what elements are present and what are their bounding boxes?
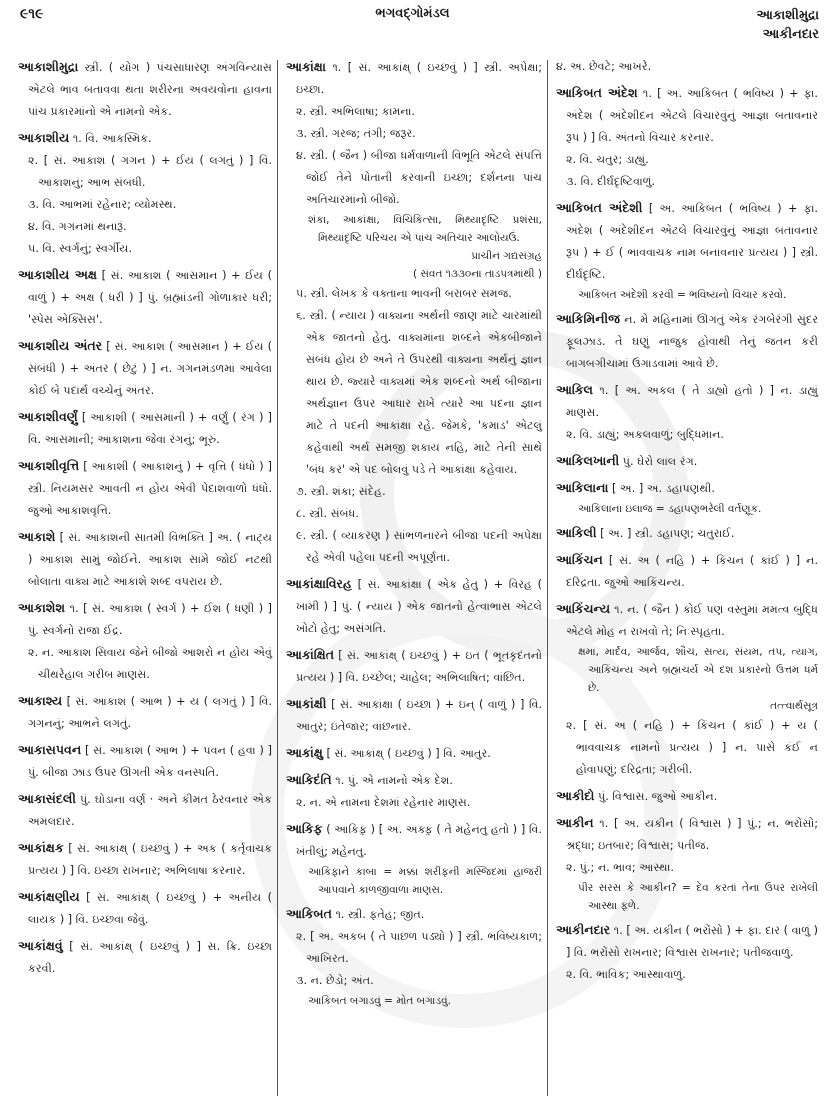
headword: આકાંક્ષક	[18, 840, 64, 855]
citation-quote: આકિબત અંદેશી કરવી = ભવિષ્યનો વિચાર કરવો.	[578, 289, 787, 301]
headword: આકીનદાર	[556, 922, 611, 937]
headword: આકિબત	[286, 906, 332, 921]
dictionary-entry	[556, 82, 818, 193]
book-title: ભગવદ્ગોમંડલ	[375, 6, 450, 21]
headword: આકિબત અંદેશ	[556, 85, 638, 100]
dictionary-entry	[556, 522, 818, 545]
definition-text: પું. ઘોડાના વર્ણ · અને કીમત ઠેરવનાર એક અમલદાર.	[28, 793, 273, 828]
dictionary-entry	[18, 690, 272, 735]
definition-text: [ આકાશી ( આકાશનું ) + વૃત્તિ ( ધંધો ) ] સ્ત્રી. નિયમસર આવતી ન હોય એવી પેદાશવાળો ધંધો. જુઓ આકાશવૃત્તિ.	[28, 460, 272, 517]
sense-text: ૨. વિ. ભાવિક; આસ્થાવાળું.	[566, 968, 686, 981]
definition-text: [ સં. અ ( નહિ ) + કિંચન ( કાંઈ ) ] ન. દરિદ્રતા. જુઓ આકિંચન્ય.	[566, 554, 818, 589]
definition-text: [ અ. ] સ્ત્રી. ડહાપણ; ચતુરાઈ.	[600, 527, 735, 540]
sense-text: ૨. ન. એ નામના દેશમાં રહેનાર માણસ.	[296, 796, 471, 809]
definition-text: [ અ. આકિબત ( ભવિષ્ય ) + ફા. અંદેશ ( અંદેશીદન એટલે વિચારવુંનું આજ્ઞા બતાવનાર રૂપ ) + ઈ ( ભાવવાચક નામ બનાવનાર પ્રત્યય ) ] સ્ત્રી. દીર્ઘદૃષ્ટિ.	[566, 202, 818, 281]
definition-text: ૧. [ અ. આકિબત ( ભવિષ્ય ) + ફા. અંદેશ ( અંદેશીદન એટલે વિચારવુંનું આજ્ઞા બતાવનાર રૂપ ) ] વિ. અંતનો વિચાર કરનાર.	[566, 87, 818, 144]
dictionary-entry	[286, 903, 542, 1010]
definition-text: ૧. [ સં. આકાશ ( સ્વર્ગ ) + ઈશ ( ધણી ) ] પું. સ્વર્ગનો રાજા ઈંદ્ર.	[28, 602, 272, 637]
definition-text: [ સં. આકાશ ( આભ ) + પવન ( હવા ) ] પું. બીજા ઝાડ ઉપર ઊગતી એક વનસ્પતિ.	[28, 744, 272, 779]
dictionary-entry	[556, 477, 818, 518]
dictionary-entry	[18, 264, 272, 331]
headword: આકિલખાની	[556, 453, 620, 468]
headword: આકિલ	[556, 382, 594, 397]
headword: આકાંક્ષાવિરહ	[286, 576, 352, 591]
definition-text: સ્ત્રી. ( યોગ ) પંચસાધારણ અંગવિન્યાસ એટલે ભાવ બતાવવા થતા શરીરના અવયવોના હાવના પાંચ પ્રકારમાંનો એ નામનો એક.	[28, 61, 272, 118]
sense-text: ૮. સ્ત્રી. સંબંધ.	[296, 507, 359, 520]
headword: આકિબત અંદેશી	[556, 200, 643, 215]
definition-text: [ સં. આકાંક્ષા ( ઇચ્છા ) + ઇન્ ( વાળું ) ] વિ. આતુર; ઇંતેજાર; વાંછનાર.	[296, 698, 542, 733]
headword: આકિંચન્ય	[556, 601, 611, 616]
headword: આકિમિનીજ	[556, 311, 620, 326]
dictionary-entry	[556, 450, 818, 473]
definition-text: [ સં. આકાશ ( આભ ) + ય ( લગતું ) ] વિ. ગગનનું; આભને લગતું.	[28, 695, 272, 730]
definition-text: પું. ઘેરો લાલ રંગ.	[622, 455, 698, 468]
sense-text: ૨. વિ. ચતુર; ડાહ્યું.	[566, 153, 649, 166]
citation-source: પ્રાચીન ગદ્યસંગ્રહ	[471, 250, 542, 262]
dictionary-entry	[286, 644, 542, 689]
page-number: ૯૧૯	[20, 6, 44, 22]
sense-text: ૪. વિ. ગગનમાં થનારૂં.	[28, 220, 127, 233]
headword: આકાશીવર્ણું	[18, 409, 78, 424]
headword: આકીદો	[556, 788, 595, 803]
headword: આકિંચન	[556, 552, 603, 567]
dictionary-entry	[556, 56, 818, 78]
dictionary-entry	[286, 818, 542, 899]
headword: આકિલી	[556, 525, 597, 540]
definition-text: [ સં. આકાંક્ષ્ ( ઇચ્છવું ) + ઇત ( ભૂતકૃદંતનો પ્રત્યય ) ] વિ. ઇચ્છેલ; ચાહેલ; અભિલાષિત; વાંછિત.	[296, 649, 542, 684]
dictionary-entry	[556, 598, 818, 781]
dictionary-entry	[18, 406, 272, 451]
dictionary-entry	[556, 919, 818, 986]
dictionary-entry	[18, 455, 272, 522]
sense-text: ૪. સ્ત્રી. ( જૈન ) બીજા ધર્મવાળાની વિભૂતિ એટલે સંપત્તિ જોઈ તેને પોતાની કરવાની ઇચ્છા; દર્શનના પાંચ અતિચારમાંનો બીજો.	[296, 149, 542, 206]
headword: આકીન	[556, 815, 594, 830]
column-2	[286, 56, 542, 1108]
definition-text: ૧. ન. ( જૈન ) કોઈ પણ વસ્તુમાં મમત્વ બુદ્ધિ એટલે મોહ ન રાખવો તે; નિઃસ્પૃહતા.	[566, 603, 818, 638]
sense-text: ૫. વિ. સ્વર્ગનું; સ્વર્ગીય.	[28, 242, 133, 255]
citation-source: તત્ત્વાર્થસૂત્ર	[770, 700, 818, 712]
dictionary-entry	[18, 886, 272, 931]
column-divider	[277, 60, 278, 1096]
definition-text: ૧. વિ. આકસ્મિક.	[72, 132, 152, 145]
dictionary-entry	[18, 56, 272, 123]
definition-text: ૪. અ. છેવટે; આખરે.	[556, 60, 652, 73]
definition-text: [ સં. આકાશ ( આસમાન ) + ઈય ( સંબંધી ) + અંતર ( છેટું ) ] ન. ગગનમંડળમાં આવેલા કોઈ બે પદાર્થ વચ્ચેનું અંતર.	[28, 340, 272, 397]
sense-text: ૨. ન. આકાશ સિવાય જેને બીજો આશરો ન હોય એવું ચીંથરેહાલ ગરીબ માણસ.	[28, 646, 272, 681]
dictionary-entry	[556, 308, 818, 375]
definition-text: ન. મે મહિનામાં ઊગતું એક રંગબેરંગી સુંદર ફૂલઝાડ. તે ઘણું નાજુક હોવાથી તેનું જતન કરી બાગબગીચામાં ઉગાડવામાં આવે છે.	[566, 313, 818, 370]
dictionary-entry	[18, 935, 272, 980]
headword: આકાશીમુદ્રા	[18, 59, 79, 74]
definition-text: ( આકિફ઼ ) [ અ. અક્ફ઼ ( તે મહેનતુ હતો ) ] વિ. ખંતીલું; મહેનતુ.	[296, 823, 542, 858]
definition-text: ૧. [ અ. યકીન ( ભરોંસો ) + ફા. દાર ( વાળું ) ] વિ. ભરોંસો રાખનાર; વિશ્વાસ રાખનાર; પતીજવાળું.	[566, 924, 818, 959]
definition-text: [ સં. આકાંક્ષ્ ( ઇચ્છવું ) + અનીય ( લાયક ) ] વિ. ઇચ્છવા જેવું.	[28, 891, 273, 926]
headword: આકિદંતિ	[286, 772, 332, 787]
sense-text: ૨. પું.; ન. ભાવ; આસ્થા.	[566, 861, 674, 874]
page-header	[0, 0, 825, 56]
dictionary-entry	[286, 693, 542, 738]
headword: આકાશીય અક્ષ	[18, 267, 97, 282]
definition-text: [ સં. આકાશની સાતમી વિભક્તિ ] અ. ( નાટ્ય ) આકાશ સામું જોઈને. આકાશ સામે જોઈ નટથી બોલાતા વાક્ય માટે આકાશે શબ્દ વપરાય છે.	[28, 531, 272, 588]
dictionary-entry	[556, 379, 818, 446]
dictionary-entry	[18, 127, 272, 260]
headword: આકાશીય અંતર	[18, 338, 103, 353]
sense-text: ૩. સ્ત્રી. ગરજ; તંગી; જરૂર.	[296, 127, 416, 140]
citation-quote: આકિલાના ઇલાજ = ડહાપણભરેલી વર્તણૂક.	[578, 503, 762, 515]
definition-text: [ સં. આકાંક્ષ્ ( ઇચ્છવું ) ] વિ. આતુર.	[326, 747, 491, 760]
definition-text: [ સં. આકાંક્ષા ( એક હેતુ ) + વિરહ ( ખામી ) ] પું. ( ન્યાય ) એક જાતનો હેત્વાભાસ એટલે ખોટો હેતુ; અસંગતિ.	[296, 578, 543, 635]
headword: આકાશે	[18, 529, 56, 544]
sense-text: ૩. વિ. દીર્ઘદૃષ્ટિવાળું.	[566, 175, 656, 188]
dictionary-entry	[18, 739, 272, 784]
column-3	[556, 56, 818, 1108]
column-1	[18, 56, 272, 1108]
dictionary-entry	[556, 197, 818, 304]
citation-quote: આકિફાને કાબા = મક્કા શરીફની મસ્જિદમાં હાજરી આપવાને કાળજીવાળા માણસ.	[308, 866, 542, 896]
citation-quote: આકિબત બગાડવું = મોત બગાડવું.	[308, 995, 451, 1007]
dictionary-entry	[18, 597, 272, 686]
dictionary-entry	[18, 335, 272, 402]
sense-text: ૬. સ્ત્રી. ( ન્યાય ) વાક્યના અર્થની જાણ માટે ચારમાંથી એક જાતનો હેતુ. વાક્યમાંના શબ્દને એકબીજાને સંબંધ હોય છે અને તે ઉપરથી વાક્યના અર્થનું જ્ઞાન થાય છે. જ્યારે વાક્યમાં એક શબ્દનો અર્થ બીજાના અર્થજ્ઞાન ઉપર આધાર રાખે ત્યારે આ પદના જ્ઞાન માટે તે પદની આકાંક્ષા રહે. જેમકે, 'કમાડ' એટલું કહેવાથી અર્થ સમજી શકાય નહિ, માટે તેની સાથે 'બંધ કર' એ પદ બોલવું પડે તે આકાંક્ષા કહેવાય.	[296, 309, 542, 476]
headword: આકાશીવૃત્તિ	[18, 458, 80, 473]
headword: આકાસપવન	[18, 742, 82, 757]
headword: આકાંક્ષુ	[286, 745, 323, 760]
sense-text: ૨. વિ. ડાહ્યું; અકલવાળું; બુદ્ધિમાન.	[566, 428, 724, 441]
citation-quote: પીર સરસ કે આકીન? = દેવ કરતાં તેના ઉપર રાખેલી આસ્થા ફળે.	[578, 882, 818, 912]
dictionary-entry	[286, 769, 542, 814]
headword: આકાસંદલી	[18, 791, 76, 806]
definition-text: [ અ. ] અ. ડહાપણથી.	[612, 482, 715, 495]
dictionary-entry	[556, 812, 818, 915]
headword: આકાશેશ	[18, 600, 66, 615]
dictionary-entry	[556, 549, 818, 594]
sense-text: ૨. [ અ. અકબ ( તે પાછળ પડ્યો ) ] સ્ત્રી. ભવિષ્યકાળ; આખિરત.	[296, 930, 542, 965]
guide-words	[756, 6, 819, 44]
definition-text: ૧. [ અ. યકીન ( વિશ્વાસ ) ] પું.; ન. ભરોંસો; શ્રદ્ધા; ઇતબાર; વિશ્વાસ; પતીજ.	[566, 817, 819, 852]
definition-text: [ આકાશી ( આસમાની ) + વર્ણું ( રંગ ) ] વિ. આસમાની; આકાશના જેવા રંગનું; ભૂરું.	[28, 411, 272, 446]
sense-text: ૯. સ્ત્રી. ( વ્યાકરણ ) સાંભળનારને બીજા પદની અપેક્ષા રહે એવી પહેલા પદની અપૂર્ણતા.	[296, 529, 542, 564]
headword: આકાંક્ષિત	[286, 647, 334, 662]
sense-text: ૭. સ્ત્રી. શંકા; સંદેહ.	[296, 485, 386, 498]
headword: આકાંક્ષી	[286, 696, 327, 711]
headword: આકાંક્ષવું	[18, 938, 63, 953]
definition-text: [ સં. આકાંક્ષ્ ( ઇચ્છવું ) ] સ. ક્રિ. ઇચ્છા કરવી.	[28, 940, 272, 975]
column-divider	[547, 60, 548, 1096]
definition-text: ૧. સ્ત્રી. ફતેહ; જીત.	[335, 908, 425, 921]
headword: આકિફ	[286, 821, 323, 836]
definition-text: ૧. [ સં. આકાંક્ષ્ ( ઇચ્છવું ) ] સ્ત્રી. અપેક્ષા; ઇચ્છા.	[296, 61, 542, 96]
headword: આકાંક્ષા	[286, 59, 326, 74]
definition-text: [ સં. આકાશ ( આસમાન ) + ઈય ( વાળું ) + અક્ષ ( ધરી ) ] પું. બ્રહ્માંડની ગોળાકાર ધરી; 'સ્પેસ એક્સિસ'.	[28, 269, 272, 326]
guide-word-last: આકીનદાર	[762, 27, 819, 42]
sense-text: ૨. [ સં. અ ( નહિ ) + કિંચન ( કાંઈ ) + ય ( ભાવવાચક નામનો પ્રત્યય ) ] ન. પાસે કંઈ ન હોવાપણું; દરિદ્રતા; ગરીબી.	[566, 719, 818, 776]
dictionary-entry	[556, 785, 818, 808]
definition-text: ૧. પું. એ નામનો એક દેશ.	[335, 774, 453, 787]
dictionary-entry	[18, 837, 272, 882]
dictionary-entry	[286, 56, 542, 569]
dictionary-entry	[286, 573, 542, 640]
headword: આકાંક્ષણીય	[18, 889, 80, 904]
guide-word-first: આકાશીમુદ્રા	[756, 8, 819, 23]
definition-text: પું. વિશ્વાસ. જુઓ આકીન.	[597, 790, 718, 803]
dictionary-entry	[286, 742, 542, 765]
citation-source: ( સંવત ૧૩૩૦ના તાડપત્રમાંથી )	[412, 268, 542, 280]
headword: આકિલાના	[556, 480, 609, 495]
headword: આકાશીય	[18, 130, 70, 145]
citation-quote: ક્ષમા, માર્દવ, આર્જવ, શૌચ, સત્ય, સંયમ, તપ, ત્યાગ, આકિંચન્ય અને બ્રહ્મચર્ય એ દશ પ્રકારનો ઉત્તમ ધર્મ છે.	[578, 646, 818, 694]
headword: આકાશ્ય	[18, 693, 63, 708]
definition-text: [ સં. આકાંક્ષ્ ( ઇચ્છવું ) + અક ( કર્તૃવાચક પ્રત્યય ) ] વિ. ઇચ્છા રાખનાર; અભિલાષા કરનાર.	[28, 842, 272, 877]
sense-text: ૨. સ્ત્રી. અભિલાષા; કામના.	[296, 105, 415, 118]
sense-text: ૩. ન. છેડો; અંત.	[296, 974, 374, 987]
definition-text: ૧. [ અ. અકલ ( તે ડાહ્યો હતો ) ] ન. ડાહ્યું માણસ.	[566, 384, 818, 419]
citation-quote: શંકા, આકાંક્ષા, વિચિકિત્સા, મિથ્યાદૃષ્ટિ પ્રશંસા, મિથ્યાદૃષ્ટિ પરિચય એ પાંચ અતિચાર આલોયઉં.	[308, 214, 542, 244]
sense-text: ૨. [ સં. આકાશ ( ગગન ) + ઈય ( લગતું ) ] વિ. આકાશનું; આભ સંબંધી.	[28, 154, 272, 189]
sense-text: ૫. સ્ત્રી. લેખક કે વક્તાના ભાવની બરાબર સમજ.	[296, 287, 512, 300]
sense-text: ૩. વિ. આભમાં રહેનાર; વ્યોમસ્થ.	[28, 198, 177, 211]
dictionary-entry	[18, 788, 272, 833]
dictionary-entry	[18, 526, 272, 593]
